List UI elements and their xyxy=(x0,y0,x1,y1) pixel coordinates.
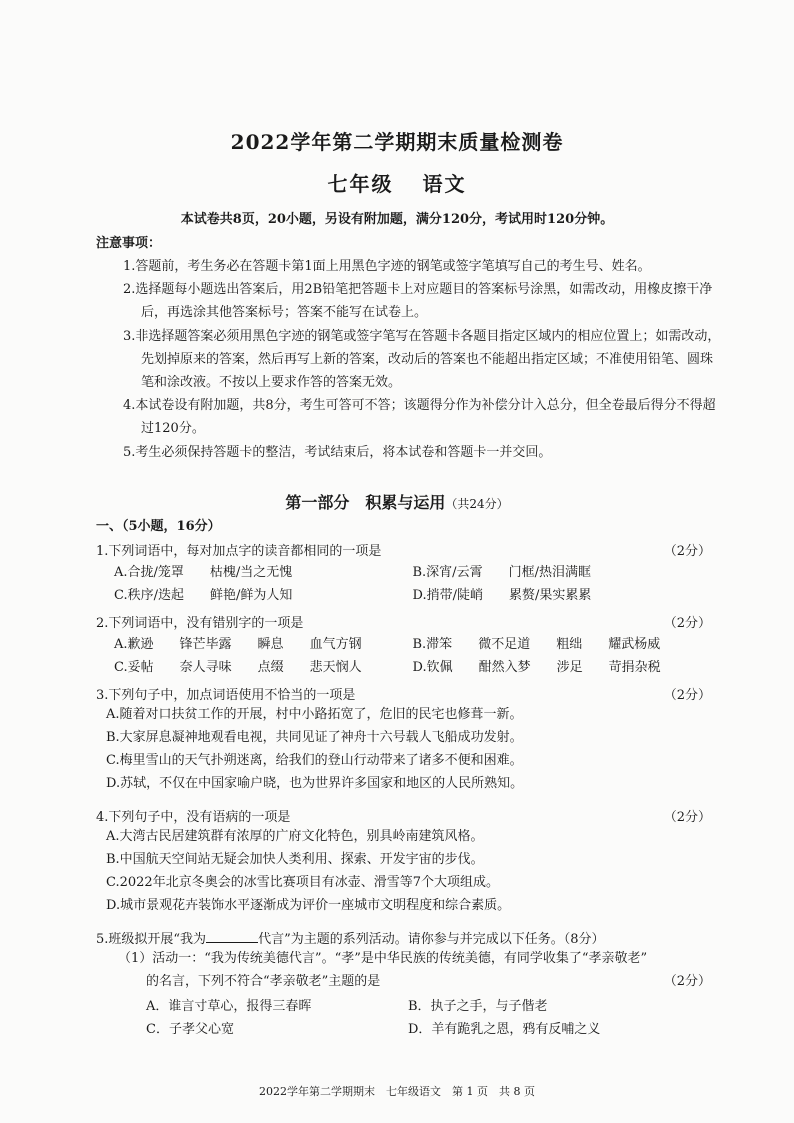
question-score: （2分） xyxy=(663,616,711,631)
note-item: 1.答题前，考生务必在答题卡第1面上用黑色字迹的钢笔或签字笔填写自己的考生号、姓名。 xyxy=(123,259,651,274)
option-c-3: 点缀 xyxy=(257,660,284,675)
option-b: B.滞笨 xyxy=(412,637,453,652)
option-d: D.苏轼，不仅在中国家喻户晓，也为世界许多国家和地区的人民所熟知。 xyxy=(106,776,524,791)
option-a: A.歉逊 xyxy=(114,637,154,652)
option-d-3: 涉足 xyxy=(556,660,583,675)
part-score: （共24分） xyxy=(445,497,509,511)
option-a-2: 枯槐/当之无愧 xyxy=(209,565,293,580)
option-d: D.钦佩 xyxy=(412,660,453,675)
exam-title: 2022学年第二学期期末质量检测卷 xyxy=(230,130,564,154)
note-item: 4.本试卷设有附加题，共8分，考生可答可不答；该题得分作为补偿分计入总分，但全卷最后得分不得超过120分。 xyxy=(123,398,716,437)
subject-label: 语文 xyxy=(422,172,467,196)
question-4 xyxy=(96,806,711,917)
option-b-2: 微不足道 xyxy=(478,637,531,652)
option-d: D.捎带/陡峭 xyxy=(412,588,483,603)
option-b: B．执子之手，与子偕老 xyxy=(408,999,548,1014)
question-stem xyxy=(96,928,604,947)
question-score: （2分） xyxy=(663,688,711,703)
sub-question-1: （1）活动一：“我为传统美德代言”。“孝”是中华民族的传统美德，有同学收集了“孝亲敬老” xyxy=(118,951,648,966)
option-b-3: 粗绌 xyxy=(556,637,583,652)
part-heading xyxy=(0,490,794,513)
question-stem: 4.下列句子中，没有语病的一项是 xyxy=(96,810,291,825)
option-d-2: 酣然入梦 xyxy=(478,660,531,675)
question-3 xyxy=(96,684,711,795)
option-c-2: 鲜艳/鲜为人知 xyxy=(210,588,293,603)
exam-subtitle xyxy=(0,168,794,197)
option-d: D.城市景观花卉装饰水平逐渐成为评价一座城市文明程度和综合素质。 xyxy=(106,898,511,913)
option-c-4: 悲天悯人 xyxy=(309,660,362,675)
option-b: B.深宵/云霄 xyxy=(412,565,483,580)
option-b: B.大家屏息凝神地观看电视，共同见证了神舟十六号载人飞船成功发射。 xyxy=(106,730,523,745)
question-1 xyxy=(96,540,711,605)
option-a: A．谁言寸草心，报得三春晖 xyxy=(146,999,312,1014)
option-b-4: 耀武杨威 xyxy=(608,637,661,652)
option-d-2: 累赘/果实累累 xyxy=(508,588,592,603)
option-a: A.随着对口扶贫工作的开展，村中小路拓宽了，危旧的民宅也修葺一新。 xyxy=(106,707,523,722)
note-item: 3.非选择题答案必须用黑色字迹的钢笔或签字笔写在答题卡各题目指定区域内的相应位置上；如需改动，先划掉原来的答案，然后再写上新的答案，改动后的答案也不能超出指定区域；不准使用铅笔、圆珠笔和涂改液。不按以上要求作答的答案无效。 xyxy=(123,328,721,391)
question-stem: 2.下列词语中，没有错别字的一项是 xyxy=(96,616,304,631)
option-c: C.秩序/迭起 xyxy=(114,588,184,603)
option-d: D．羊有跪乳之恩，鸦有反哺之义 xyxy=(408,1022,601,1037)
page-footer: 2022学年第二学期期末 七年级语文 第 1 页 共 8 页 xyxy=(259,1085,535,1098)
option-c: C.梅里雪山的天气扑朔迷离，给我们的登山行动带来了诸多不便和困难。 xyxy=(106,753,523,768)
option-a-3: 瞬息 xyxy=(257,637,284,652)
fill-blank xyxy=(206,942,258,943)
option-a-2: 锋芒毕露 xyxy=(179,637,232,652)
option-a-4: 血气方钢 xyxy=(309,637,362,652)
notes-list xyxy=(123,255,723,464)
note-item: 5.考生必须保持答题卡的整洁，考试结束后，将本试卷和答题卡一并交回。 xyxy=(123,444,552,460)
option-a: A.合拢/笼罩 xyxy=(114,565,184,580)
note-item: 2.选择题每小题选出答案后，用2B铅笔把答题卡上对应题目的答案标号涂黑，如需改动，用橡皮擦干净后，再选涂其他答案标号；答案不能写在试卷上。 xyxy=(123,282,713,321)
exam-meta: 本试卷共8页，20小题，另设有附加题，满分120分，考试用时120分钟。 xyxy=(180,212,614,227)
option-c-2: 奈人寻味 xyxy=(179,660,232,675)
stem-part-2: 代言”为主题的系列活动。请你参与并完成以下任务。（8分） xyxy=(258,932,605,947)
grade-label: 七年级 xyxy=(327,172,394,196)
question-stem: 3.下列句子中，加点词语使用不恰当的一项是 xyxy=(96,688,356,703)
stem-part-1: 5.班级拟开展“我为 xyxy=(96,932,207,947)
sub-question-1-cont: 的名言，下列不符合“孝亲敬老”主题的是 xyxy=(146,974,381,989)
part-title: 第一部分 积累与运用 xyxy=(285,493,446,512)
option-b: B.中国航天空间站无疑会加快人类利用、探索、开发宇宙的步伐。 xyxy=(106,852,484,867)
question-5 xyxy=(96,928,711,1039)
option-c: C.妥帖 xyxy=(114,660,154,675)
option-c: C．子孝父心宽 xyxy=(146,1022,234,1037)
question-score: （2分） xyxy=(663,974,711,989)
question-stem: 1.下列词语中，每对加点字的读音都相同的一项是 xyxy=(96,544,382,559)
option-a: A.大湾古民居建筑群有浓厚的广府文化特色，别具岭南建筑风格。 xyxy=(106,829,484,844)
question-2 xyxy=(96,612,711,677)
option-c: C.2022年北京冬奥会的冰雪比赛项目有冰壶、滑雪等7个大项组成。 xyxy=(106,875,499,890)
option-b-2: 门框/热泪满眶 xyxy=(508,565,591,580)
option-d-4: 苛捐杂税 xyxy=(608,660,661,675)
question-score: （2分） xyxy=(663,544,711,559)
section-heading: 一、（5小题，16分） xyxy=(96,519,221,534)
question-score: （2分） xyxy=(663,810,711,825)
notes-heading: 注意事项： xyxy=(96,236,162,251)
